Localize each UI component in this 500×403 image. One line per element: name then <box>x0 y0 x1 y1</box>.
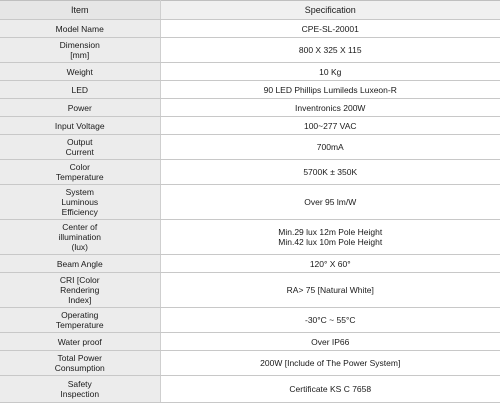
row-value: 120° X 60° <box>160 255 500 273</box>
row-value: 800 X 325 X 115 <box>160 38 500 63</box>
table-row <box>0 255 500 273</box>
row-label: Output Current <box>0 135 160 160</box>
row-value: Min.29 lux 12m Pole Height Min.42 lux 10m Pole Height <box>160 220 500 255</box>
row-label: Safety Inspection <box>0 376 160 403</box>
table-row <box>0 81 500 99</box>
row-value: 700mA <box>160 135 500 160</box>
table-row <box>0 99 500 117</box>
row-label: CRI [Color Rendering Index] <box>0 273 160 308</box>
row-value: Over IP66 <box>160 333 500 351</box>
row-value: 5700K ± 350K <box>160 160 500 185</box>
row-label: Water proof <box>0 333 160 351</box>
row-value: Over 95 lm/W <box>160 185 500 220</box>
row-label: LED <box>0 81 160 99</box>
table-row <box>0 308 500 333</box>
row-label: Weight <box>0 63 160 81</box>
row-label: Model Name <box>0 20 160 38</box>
table-row <box>0 220 500 255</box>
row-value: -30°C ~ 55°C <box>160 308 500 333</box>
table-row <box>0 160 500 185</box>
row-label: Power <box>0 99 160 117</box>
row-value: 90 LED Phillips Lumileds Luxeon-R <box>160 81 500 99</box>
table-row <box>0 135 500 160</box>
row-label: Dimension [mm] <box>0 38 160 63</box>
row-label: Operating Temperature <box>0 308 160 333</box>
row-value: Certificate KS C 7658 <box>160 376 500 403</box>
row-label: Color Temperature <box>0 160 160 185</box>
row-label: Total Power Consumption <box>0 351 160 376</box>
table-row <box>0 376 500 403</box>
header-specification: Specification <box>160 1 500 20</box>
row-value: CPE-SL-20001 <box>160 20 500 38</box>
header-item: Item <box>0 1 160 20</box>
row-value: Inventronics 200W <box>160 99 500 117</box>
row-label: Input Voltage <box>0 117 160 135</box>
table-row <box>0 333 500 351</box>
table-row <box>0 63 500 81</box>
table-row <box>0 117 500 135</box>
header-row <box>0 1 500 20</box>
row-value: 10 Kg <box>160 63 500 81</box>
row-label: Beam Angle <box>0 255 160 273</box>
row-value: 200W [Include of The Power System] <box>160 351 500 376</box>
table-row <box>0 273 500 308</box>
row-label: Center of illumination (lux) <box>0 220 160 255</box>
row-label: System Luminous Efficiency <box>0 185 160 220</box>
row-value: 100~277 VAC <box>160 117 500 135</box>
row-value: RA> 75 [Natural White] <box>160 273 500 308</box>
table-row <box>0 351 500 376</box>
table-row <box>0 38 500 63</box>
table-row <box>0 20 500 38</box>
table-row <box>0 185 500 220</box>
